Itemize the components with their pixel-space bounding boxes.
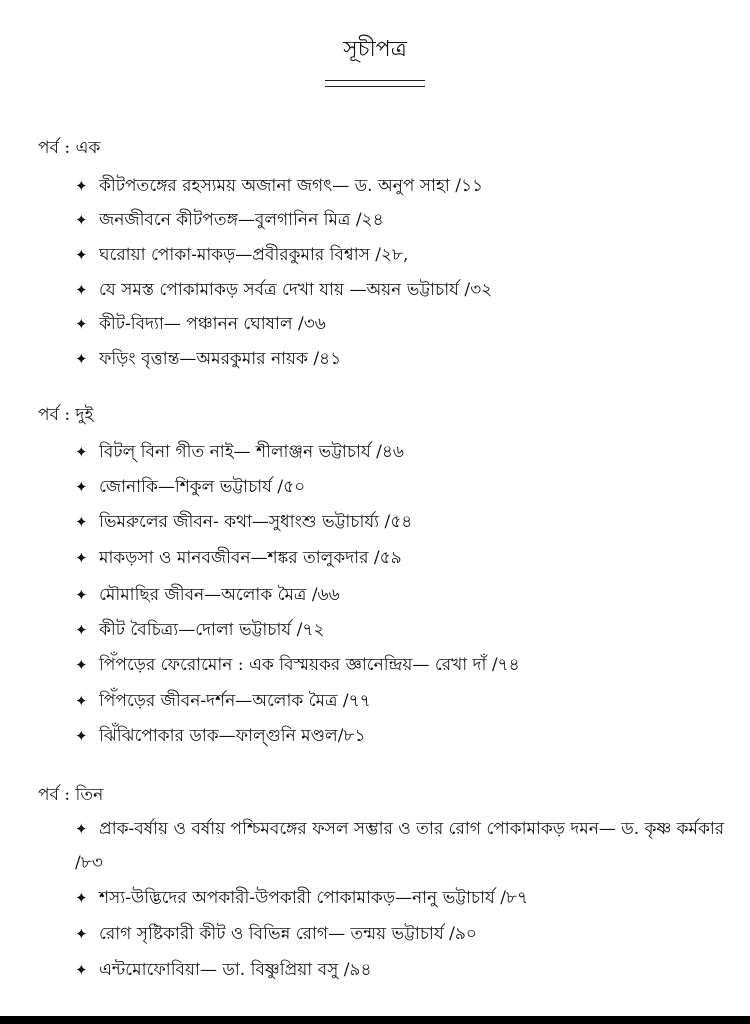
toc-entry-text: ফড়িং বৃত্তান্ত—অমরকুমার নায়ক /৪১ [99, 349, 342, 369]
toc-entry[interactable] [75, 688, 371, 716]
section-heading-1: পর্ব : এক [38, 138, 101, 158]
toc-entry-text: ঘরোয়া পোকা-মাকড়—প্রবীরকুমার বিশ্বাস /২৮, [99, 245, 409, 265]
diamond-bullet-icon: ✦ [75, 549, 88, 567]
diamond-bullet-icon: ✦ [75, 478, 88, 496]
diamond-bullet-icon: ✦ [75, 281, 88, 299]
toc-entry-text: প্রাক-বর্ষায় ও বর্ষায় পশ্চিমবঙ্গের ফসল সম্ভার ও তার রোগ পোকামাকড় দমন— ড. কৃষ্ণ কর্মকার /৮৩ [75, 819, 725, 873]
toc-entry[interactable] [75, 617, 324, 645]
diamond-bullet-icon: ✦ [75, 820, 88, 838]
diamond-bullet-icon: ✦ [75, 443, 88, 461]
title-underline-bottom [325, 86, 425, 87]
toc-entry[interactable] [75, 207, 384, 235]
page-title: সূচীপত্র [343, 37, 407, 62]
toc-entry-text: রোগ সৃষ্টিকারী কীট ও বিভিন্ন রোগ— তন্ময় ভট্টাচার্য /৯০ [99, 924, 477, 944]
toc-entry-text: বিটল্ বিনা গীত নাই— শীলাঞ্জন ভট্টাচার্য /৪৬ [99, 442, 404, 462]
toc-entry-text: পিঁপড়ের জীবন-দর্শন—অলোক মৈত্র /৭৭ [99, 691, 371, 711]
diamond-bullet-icon: ✦ [75, 350, 88, 368]
diamond-bullet-icon: ✦ [75, 889, 88, 907]
toc-entry[interactable] [75, 885, 528, 913]
title-underline-top [325, 80, 425, 81]
toc-entry[interactable] [75, 242, 409, 270]
toc-entry[interactable] [75, 509, 412, 537]
diamond-bullet-icon: ✦ [75, 246, 88, 264]
diamond-bullet-icon: ✦ [75, 925, 88, 943]
diamond-bullet-icon: ✦ [75, 727, 88, 745]
toc-entry-text: যে সমস্ত পোকামাকড় সর্বত্র দেখা যায় —অয়ন ভট্টাচার্য /৩২ [99, 280, 493, 300]
section-heading-3: পর্ব : তিন [38, 785, 104, 805]
toc-entry[interactable] [75, 723, 366, 751]
toc-entry-text: জনজীবনে কীটপতঙ্গ—বুলগানিন মিত্র /২৪ [99, 210, 384, 230]
toc-entry[interactable] [75, 957, 372, 985]
toc-entry[interactable] [75, 652, 520, 680]
diamond-bullet-icon: ✦ [75, 656, 88, 674]
toc-entry-text: কীট বৈচিত্র্য—দোলা ভট্টাচার্য /৭২ [99, 620, 325, 640]
toc-entry[interactable] [75, 921, 477, 949]
diamond-bullet-icon: ✦ [75, 315, 88, 333]
diamond-bullet-icon: ✦ [75, 586, 88, 604]
toc-entry[interactable] [75, 173, 483, 201]
toc-entry[interactable] [75, 277, 492, 305]
title-wrap [0, 32, 750, 69]
section-heading-2: পর্ব : দুই [38, 405, 94, 425]
toc-entry[interactable] [75, 545, 402, 573]
diamond-bullet-icon: ✦ [75, 692, 88, 710]
toc-entry-text: ভিমরুলের জীবন- কথা—সুধাংশু ভট্টাচার্য্য /৫৪ [99, 512, 413, 532]
diamond-bullet-icon: ✦ [75, 211, 88, 229]
toc-entry[interactable] [75, 474, 305, 502]
toc-entry-text: কীট-বিদ্যা— পঞ্চানন ঘোষাল /৩৬ [99, 314, 326, 334]
diamond-bullet-icon: ✦ [75, 621, 88, 639]
toc-entry-text: মাকড়সা ও মানবজীবন—শঙ্কর তালুকদার /৫৯ [99, 548, 402, 568]
toc-entry-text: কীটপতঙ্গের রহস্যময় অজানা জগৎ— ড. অনুপ সাহা /১১ [99, 176, 484, 196]
toc-entry[interactable] [75, 346, 341, 374]
toc-entry-text: জোনাকি—শিকুল ভট্টাচার্য /৫০ [99, 477, 306, 497]
toc-entry[interactable] [20, 812, 735, 880]
toc-entry[interactable] [75, 311, 326, 339]
toc-entry-text: মৌমাছির জীবন—অলোক মৈত্র /৬৬ [99, 585, 340, 605]
diamond-bullet-icon: ✦ [75, 177, 88, 195]
diamond-bullet-icon: ✦ [75, 961, 88, 979]
diamond-bullet-icon: ✦ [75, 513, 88, 531]
bottom-edge-bar [0, 1016, 750, 1024]
toc-entry-text: পিঁপড়ের ফেরোমোন : এক বিস্ময়কর জ্ঞানেন্দ্রিয়— রেখা দাঁ /৭৪ [99, 655, 520, 675]
toc-entry-text: এন্টমোফোবিয়া— ডা. বিষ্ণুপ্রিয়া বসু /৯৪ [99, 960, 372, 980]
toc-entry[interactable] [75, 582, 340, 610]
toc-entry-text: ঝিঁঝিপোকার ডাক—ফাল্গুনি মণ্ডল/৮১ [99, 726, 366, 746]
toc-entry[interactable] [75, 439, 404, 467]
toc-entry-text: শস্য-উদ্ভিদের অপকারী-উপকারী পোকামাকড়—নানু ভট্টাচার্য /৮৭ [99, 888, 529, 908]
